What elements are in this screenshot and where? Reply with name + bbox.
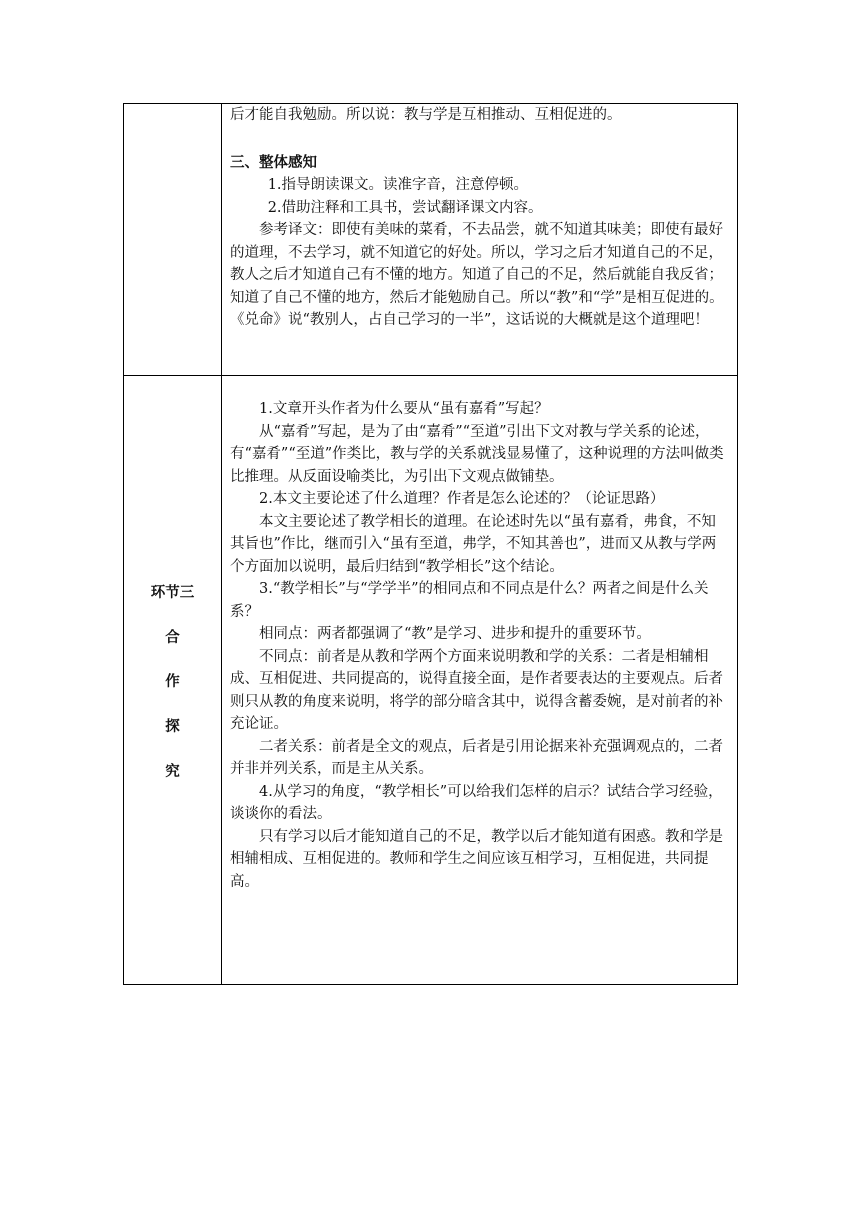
reading-item-2: 2.借助注释和工具书，尝试翻译课文内容。 [267,199,543,216]
question-3: 3.“教学相长”与“学学半”的相同点和不同点是什么？两者之间是什么关系？ [230,581,709,620]
reading-item-1: 1.指导朗读课文。读准字音，注意停顿。 [267,177,529,193]
question-1: 1.文章开头作者为什么要从“虽有嘉肴”写起？ [259,401,549,417]
column-divider [221,103,222,985]
stage-label [124,581,221,602]
answer-1: 从“嘉肴”写起，是为了由“嘉肴”“至道”引出下文对教与学关系的论述，有“嘉肴”“至道”作类比，教与学的关系就浅显易懂了，这种说理的方法叫做类比推理。从反面设喻类比，为引出下文观点做铺垫。 [230,423,724,485]
answer-3-diff: 不同点：前者是从教和学两个方面来说明教和学的关系：二者是相辅相成、互相促进、共同提高的，说得直接全面，是作者要表达的主要观点。后者则只从教的角度来说明，将学的部分暗含其中，说得含蓄委婉，是对前者的补充论证。 [230,648,723,732]
answer-2: 本文主要论述了教学相长的道理。在论述时先以“虽有嘉肴，弗食，不知其旨也”作比，继而引入“虽有至道，弗学，不知其善也”，进而又从教与学两个方面加以说明，最后归结到“教学相长”这个结论。 [230,513,717,575]
continuation-line: 后才能自我勉励。所以说：教与学是互相推动、互相促进的。 [230,107,622,123]
stage-char-3: 探 [165,719,180,735]
stage-char-1: 合 [165,630,180,646]
answer-4: 只有学习以后才能知道自己的不足，教学以后才能知道有困惑。教和学是相辅相成、互相促进的。教师和学生之间应该互相学习，互相促进，共同提高。 [230,828,723,890]
table-left-border [123,103,124,985]
row1-content [230,104,730,332]
stage-char-2: 作 [165,674,180,690]
table-right-border [737,103,738,985]
section-title: 三、整体感知 [230,154,317,171]
stage-char-4: 究 [165,764,180,780]
row2-content [230,398,730,893]
question-2: 2.本文主要论述了什么道理？作者是怎么论述的？（论证思路） [259,491,665,507]
table-bottom-border [123,984,738,985]
answer-3-relation: 二者关系：前者是全文的观点，后者是引用论据来补充强调观点的，二者并非并列关系，而是主从关系。 [230,738,723,777]
answer-3-same: 相同点：两者都强调了“教”是学习、进步和提升的重要环节。 [259,626,651,642]
reference-translation: 参考译文：即使有美味的菜肴，不去品尝，就不知道其味美；即使有最好的道理，不去学习，就不知道它的好处。所以，学习之后才知道自己的不足，教人之后才知道自己有不懂的地方。知道了自己的不足，然后就能自我反省；知道了自己不懂的地方，然后才能勉励自己。所以“教”和“学”是相互促进的。《兑命》说“教别人，占自己学习的一半”，这话说的大概就是这个道理吧！ [230,222,724,328]
question-4: 4.从学习的角度，“教学相长”可以给我们怎样的启示？试结合学习经验，谈谈你的看法。 [230,783,723,822]
stage-label-title: 环节三 [150,585,195,601]
row-divider [123,375,738,376]
